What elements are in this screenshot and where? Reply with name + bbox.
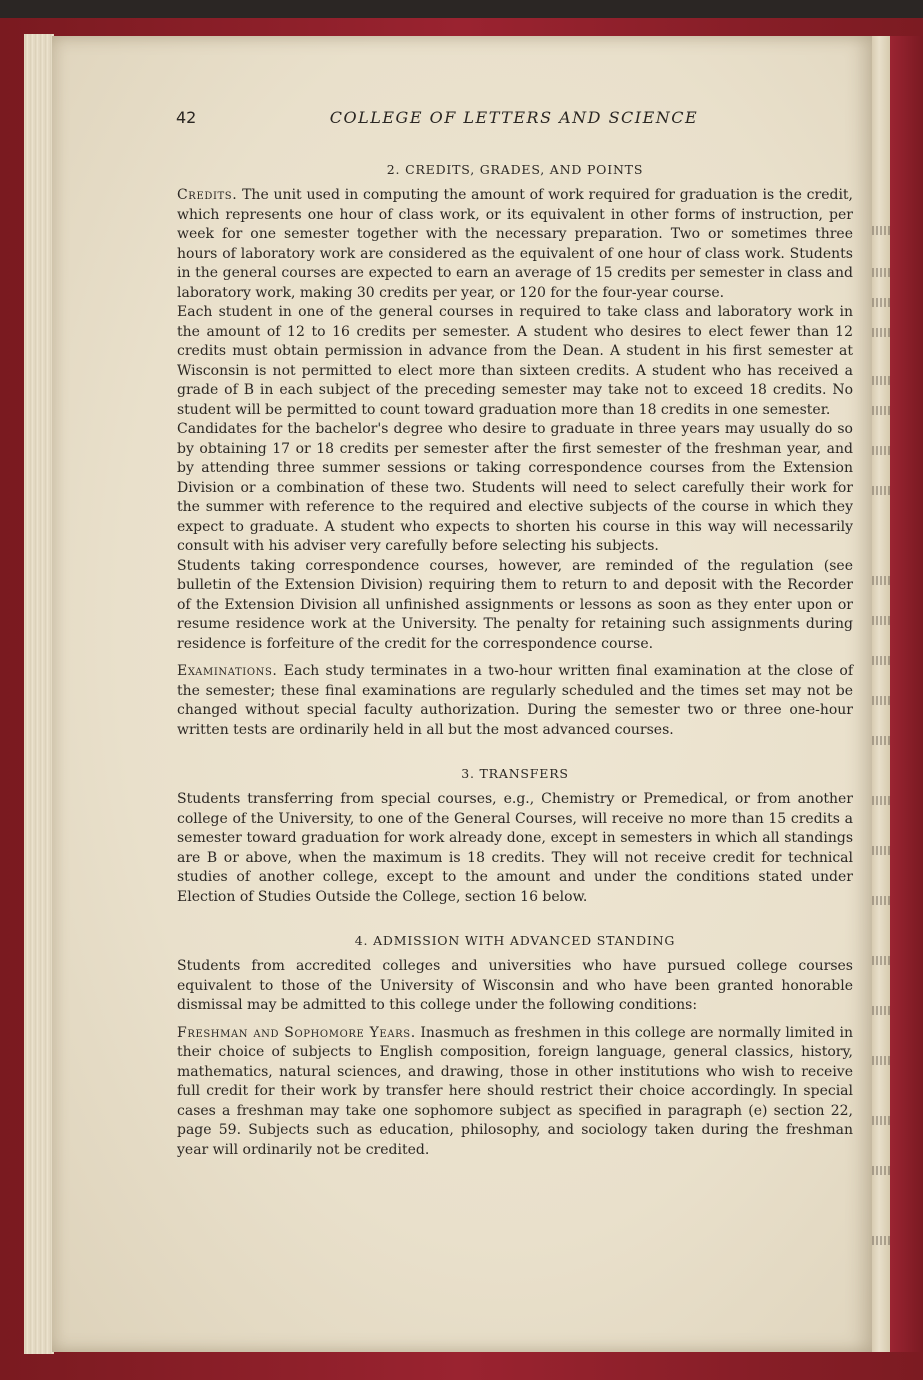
section-heading-credits: 2. CREDITS, GRADES, AND POINTS bbox=[386, 162, 644, 177]
section-heading-admission: 4. ADMISSION WITH ADVANCED STANDING bbox=[354, 933, 676, 948]
cover-edge bbox=[890, 36, 923, 1352]
paragraph bbox=[177, 957, 853, 1016]
facing-page-edge bbox=[872, 36, 890, 1352]
paragraph-lead: Credits. bbox=[177, 187, 238, 203]
page-edges bbox=[24, 34, 54, 1354]
paragraph bbox=[177, 557, 853, 655]
paragraph-lead: Examinations. bbox=[177, 663, 278, 679]
running-title: COLLEGE OF LETTERS AND SCIENCE bbox=[329, 108, 699, 127]
paragraph bbox=[177, 186, 853, 303]
paragraph-text: Inasmuch as freshmen in this college are normally limited in their choice of subjects to English composition, foreign language, general classics, history, mathematics, natural sciences, and drawing, those in other institutions who wish to receive full credit for their work by transfer here should restrict their choice accordingly. In special cases a freshman may take one sophomore subject as specified in paragraph (e) section 22, page 59. Subjects such as education, philosophy, and sociology taken during the freshman year will ordinarily not be credited. bbox=[177, 1024, 853, 1158]
page-content bbox=[177, 160, 853, 1160]
paragraph-text: The unit used in computing the amount of work required for graduation is the credit, which represents one hour of class work, or its equivalent in other forms of instruction, per week for one semester together with the necessary preparation. Two or sometimes three hours of laboratory work are considered as the equivalent of one hour of class work. Students in the general courses are expected to earn an average of 15 credits per semester in class and laboratory work, making 30 credits per year, or 120 for the four-year course. bbox=[177, 187, 853, 301]
running-head bbox=[176, 108, 852, 130]
paragraph-text: Candidates for the bachelor's degree who desire to graduate in three years may usually do so by obtaining 17 or 18 credits per semester after the first semester of the freshman year, and by attending three summer sessions or taking correspondence courses from the Extension Division or a combination of these two. Students will need to select carefully their work for the summer with reference to the required and elective subjects of the course in which they expect to graduate. A student who expects to shorten his course in this way will necessarily consult with his adviser very carefully before selecting his subjects. bbox=[177, 421, 853, 554]
paragraph bbox=[177, 303, 853, 420]
section-heading-transfers: 3. TRANSFERS bbox=[461, 766, 569, 781]
paragraph bbox=[177, 420, 853, 557]
page-number: 42 bbox=[176, 108, 197, 127]
paragraph-text: Students taking correspondence courses, however, are reminded of the regulation (see bulletin of the Extension Division) requiring them to return to and deposit with the Recorder of the Extension Division all unfinished assignments or lessons as soon as they enter upon or resume residence work at the University. The penalty for retaining such assignments during residence is forfeiture of the credit for the correspondence course. bbox=[177, 557, 853, 652]
paragraph-lead: Freshman and Sophomore Years. bbox=[177, 1024, 416, 1041]
paragraph bbox=[177, 1024, 853, 1161]
paragraph bbox=[177, 790, 853, 907]
paragraph-text: Each student in one of the general courses in required to take class and laboratory work in the amount of 12 to 16 credits per semester. A student who desires to elect fewer than 12 credits must obtain permission in advance from the Dean. A student in his first semester at Wisconsin is not permitted to elect more than sixteen credits. A student who has received a grade of B in each subject of the preceding semester may take not to exceed 18 credits. No student will be permitted to count toward graduation more than 18 credits in one semester. bbox=[177, 304, 853, 418]
paragraph-text: Students from accredited colleges and universities who have pursued college courses equivalent to those of the University of Wisconsin and who have been granted honorable dismissal may be admitted to this college under the following conditions: bbox=[177, 958, 853, 1013]
paragraph-text: Each study terminates in a two-hour written final examination at the close of the semester; these final examinations are regularly scheduled and the times set may not be changed without special faculty authorization. During the semester two or three one-hour written tests are ordinarily held in all but the most advanced courses. bbox=[177, 663, 853, 738]
paragraph-text: Students transferring from special courses, e.g., Chemistry or Premedical, or from another college of the University, to one of the General Courses, will receive no more than 15 credits a semester toward graduation for work already done, except in semesters in which all standings are B or above, when the maximum is 18 credits. They will not receive credit for technical studies of another college, except to the amount and under the conditions stated under Election of Studies Outside the College, section 16 below. bbox=[177, 791, 853, 905]
paragraph bbox=[177, 662, 853, 740]
